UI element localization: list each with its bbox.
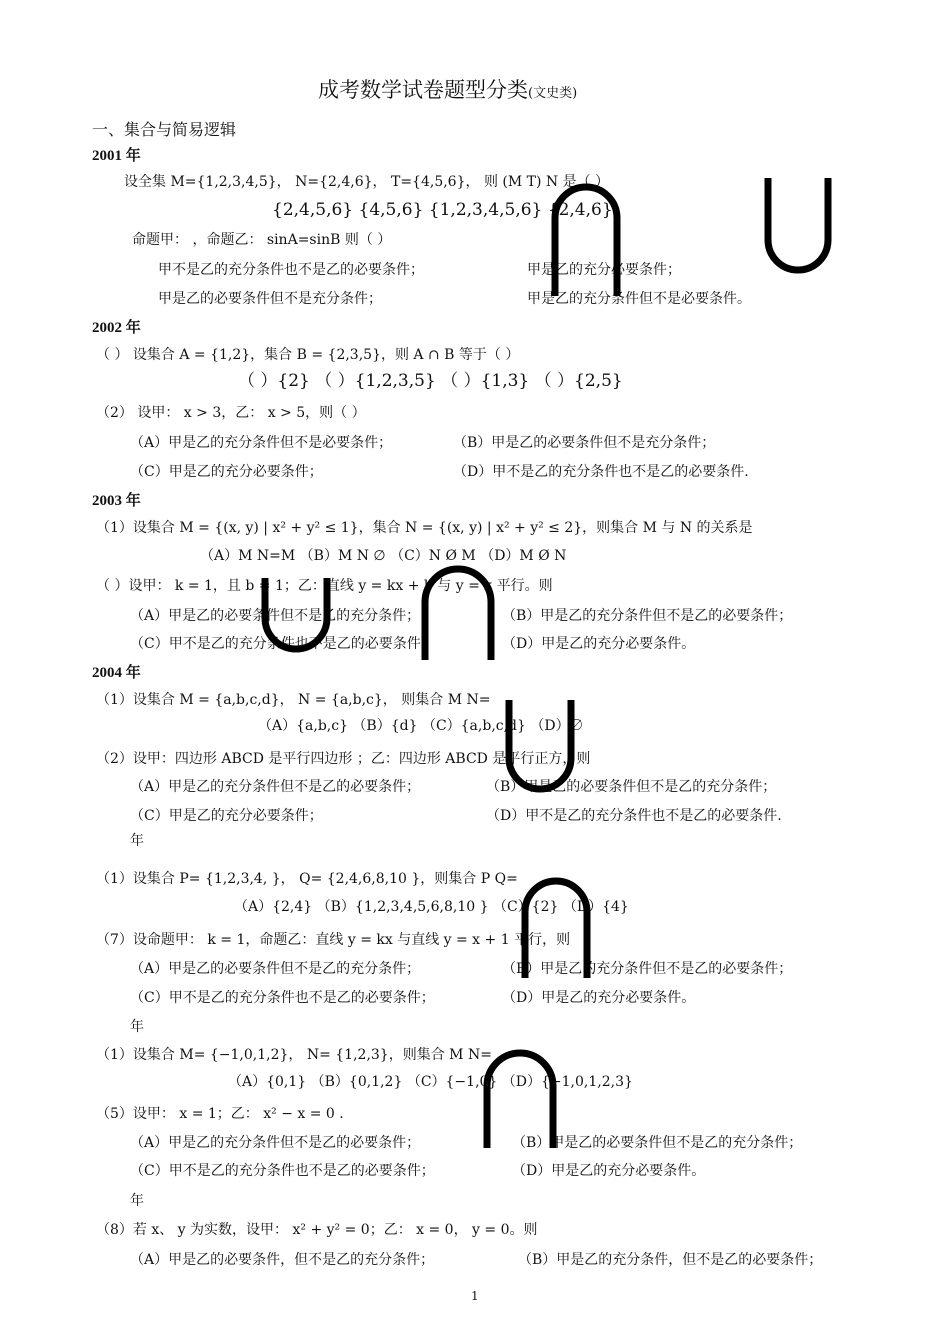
option: （D）甲是乙的充分必要条件。 <box>512 1163 706 1179</box>
option: （D）甲不是乙的充分条件也不是乙的必要条件. <box>486 808 782 824</box>
option: 甲是乙的充分必要条件； <box>527 262 681 278</box>
option: （A）甲是乙的必要条件但不是乙的充分条件； <box>130 608 421 624</box>
options-line: （A）{0,1} （B）{0,1,2} （C）{−1,0} （D）{−1,0,1,2,3} <box>228 1074 633 1090</box>
intersection-symbol-icon <box>480 1046 560 1148</box>
option: （A）甲是乙的充分条件但不是乙的必要条件； <box>130 779 421 795</box>
question-line: 命题甲： ，命题乙： sinA=sinB 则（ ） <box>132 232 392 248</box>
option: （C）甲不是乙的充分条件也不是乙的必要条件； <box>130 1163 435 1179</box>
question-line: （8）若 x、 y 为实数，设甲： x² + y² = 0；乙： x = 0， y = 0。则 <box>96 1222 538 1238</box>
question-line: （1）设集合 M = {(x, y) | x² + y² ≤ 1}，集合 N = {(x, y) | x² + y² ≤ 2}，则集合 M 与 N 的关系是 <box>96 520 753 536</box>
options-line: （A）{2,4} （B）{1,2,3,4,5,6,8,10 } （C）{2} （D）{4} <box>234 899 629 915</box>
intersection-symbol-icon <box>518 872 594 978</box>
options-line: （A）M N=M （B）M N ∅ （C）N Ø M （D）M Ø N <box>200 548 567 564</box>
year-heading: 年 <box>130 833 144 849</box>
option: （B）甲是乙的充分条件但不是乙的必要条件； <box>502 608 793 624</box>
question-line: 设全集 M={1,2,3,4,5}， N={2,4,6}， T={4,5,6}， 则 (M T) N 是（ ） <box>124 174 610 190</box>
option: （A）甲是乙的必要条件，但不是乙的充分条件； <box>130 1252 435 1268</box>
intersection-symbol-icon <box>548 178 624 296</box>
union-symbol-icon <box>502 700 578 796</box>
section-heading: 一、集合与简易逻辑 <box>92 120 237 139</box>
question-line: （7）设命题甲： k = 1，命题乙：直线 y = kx 与直线 y = x + 1 平行，则 <box>96 932 571 948</box>
question-line: （1）设集合 M= {−1,0,1,2}， N= {1,2,3}，则集合 M N= <box>96 1047 492 1063</box>
union-symbol-icon <box>258 578 334 654</box>
union-symbol-icon <box>762 178 834 276</box>
question-line: （2）设甲：四边形 ABCD 是平行四边形 ；乙：四边形 ABCD 是平行正方，则 <box>96 751 591 767</box>
options-line: {2,4,5,6} {4,5,6} {1,2,3,4,5,6} {2,4,6} <box>272 200 613 220</box>
year-heading: 2003 年 <box>92 493 141 509</box>
option: （B）甲是乙的必要条件但不是乙的充分条件； <box>486 779 777 795</box>
option: （B）甲是乙的必要条件但不是充分条件； <box>453 435 716 451</box>
year-heading: 年 <box>130 1019 144 1035</box>
option: （D）甲不是乙的充分条件也不是乙的必要条件. <box>453 464 749 480</box>
question-line: （2） 设甲： x > 3，乙： x > 5，则（ ） <box>96 405 366 421</box>
option: （A）甲是乙的必要条件但不是乙的充分条件； <box>130 961 421 977</box>
year-heading: 2004 年 <box>92 665 141 681</box>
option: （D）甲是乙的充分必要条件。 <box>502 990 696 1006</box>
intersection-symbol-icon <box>418 562 498 660</box>
option: （A）甲是乙的充分条件但不是乙的必要条件； <box>130 1135 421 1151</box>
year-heading: 2001 年 <box>92 148 141 164</box>
page-number: 1 <box>471 1289 479 1303</box>
question-line: （ ） 设集合 A = {1,2}，集合 B = {2,3,5}，则 A ∩ B 等于（ ） <box>96 347 520 363</box>
year-heading: 2002 年 <box>92 320 141 336</box>
options-line: （A）{a,b,c} （B）{d} （C）{a,b,c,d} （D）∅ <box>258 718 584 734</box>
options-line: （ ）{2} （ ）{1,2,3,5} （ ）{1,3} （ ）{2,5} <box>238 371 623 391</box>
option: （C）甲不是乙的充分条件也不是乙的必要条件； <box>130 990 435 1006</box>
question-line: （1）设集合 P= {1,2,3,4, }， Q= {2,4,6,8,10 }，则集合 P Q= <box>96 871 518 887</box>
option: （A）甲是乙的充分条件但不是必要条件； <box>130 435 393 451</box>
question-line: （1）设集合 M = {a,b,c,d}， N = {a,b,c}， 则集合 M N= <box>96 692 491 708</box>
page-title: 成考数学试卷题型分类(文史类) <box>318 78 578 102</box>
question-line: （ ）设甲： k = 1，且 b = 1；乙：直线 y = kx + b 与 y = x 平行。则 <box>96 578 553 594</box>
option: 甲是乙的充分条件但不是必要条件。 <box>527 291 751 307</box>
option: （C）甲是乙的充分必要条件； <box>130 464 323 480</box>
option: （C）甲是乙的充分必要条件； <box>130 808 323 824</box>
option: （B）甲是乙的充分条件，但不是乙的必要条件； <box>518 1252 823 1268</box>
option: （B）甲是乙的充分条件但不是乙的必要条件； <box>502 961 793 977</box>
year-heading: 年 <box>130 1193 144 1209</box>
option: 甲不是乙的充分条件也不是乙的必要条件； <box>158 262 424 278</box>
option: （D）甲是乙的充分必要条件。 <box>502 636 696 652</box>
option: 甲是乙的必要条件但不是充分条件； <box>158 291 382 307</box>
option: （B）甲是乙的必要条件但不是乙的充分条件； <box>512 1135 803 1151</box>
question-line: （5）设甲： x = 1；乙： x² − x = 0 . <box>96 1106 344 1122</box>
option: （C）甲不是乙的充分条件也不是乙的必要条件； <box>130 636 435 652</box>
